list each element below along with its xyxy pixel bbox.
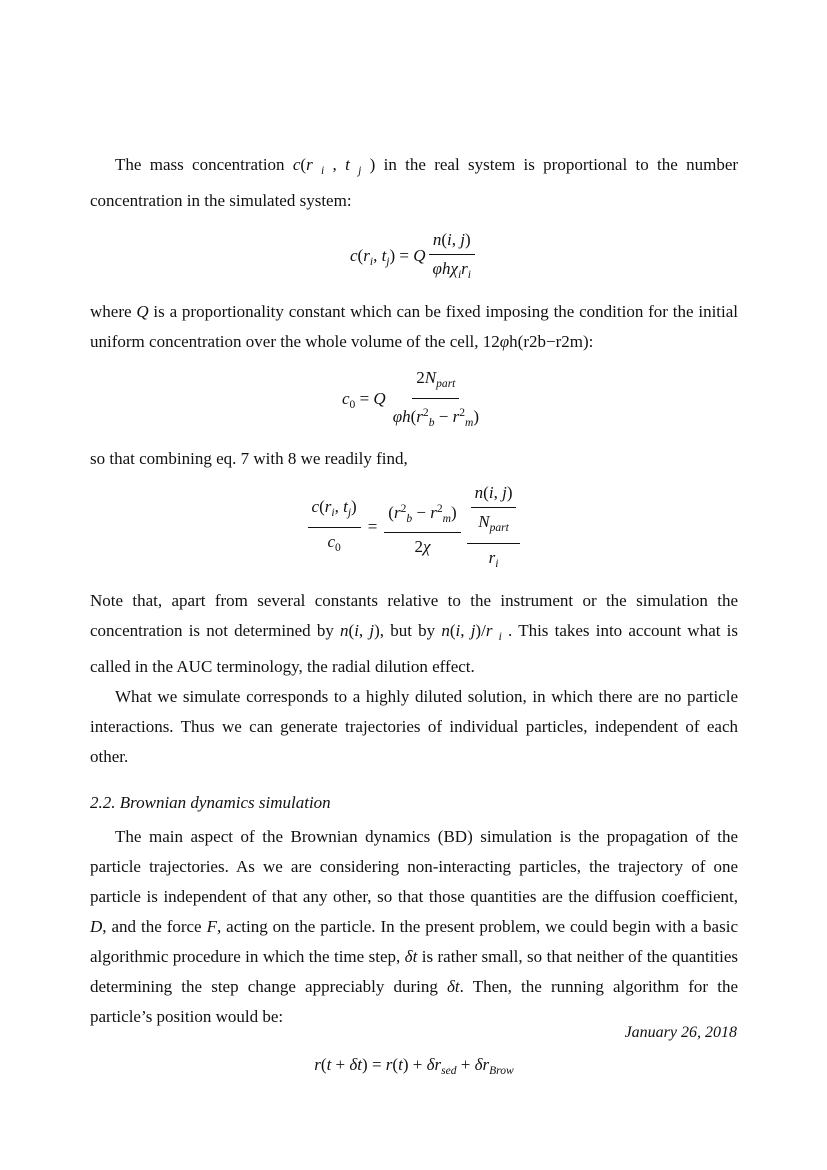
equation-position-update <box>90 1050 738 1086</box>
fraction <box>429 228 475 287</box>
fraction-denominator: $\varphi h(r^2_b - r^2_m)$ <box>392 406 479 429</box>
page-content <box>90 150 738 1086</box>
fraction-numerator: n(i, j) <box>471 481 517 508</box>
equals-sign: = <box>367 516 378 536</box>
section-heading-brownian-dynamics: 2.2. Brownian dynamics simulation <box>90 792 331 812</box>
fraction-lhs <box>308 495 361 560</box>
fraction-radii <box>384 497 460 560</box>
fraction-denominator: $N_{part}$ <box>478 511 509 534</box>
equation-lhs: $c_0 = Q$ <box>342 389 386 412</box>
footer-date: January 26, 2018 <box>624 1024 737 1041</box>
paragraph-bd-main: The main aspect of the Brownian dynamics (BD) simulation is the propagation of the particle trajectories. As we are considering non-interacting particles, the trajectory of one particle is independent of that any other, so that those quantities are the diffusion coefficient, D, and the force F, acting on the particle. In the present problem, we could begin with a basic algorithmic procedure in which the time step, δt is rather small, so that neither of the quantities determining the step change appreciably during δt. Then, the running algorithm for the particle’s position would be: <box>90 826 738 1026</box>
equation-body: $r(t + \delta t) = r(t) + \delta r_{sed} + \delta r_{Brow}$ <box>314 1054 514 1078</box>
paragraph-where-q: where Q is a proportionality constant which can be fixed imposing the condition for the initial uniform concentration over the whole volume of the cell, 12φh(r2b−r2m): <box>90 302 739 352</box>
fraction-denominator: $r_i$ <box>488 547 499 570</box>
paragraph-mass-concentration: The mass concentration c(r $_i$ , t $_j$ ) in the real system is proportional to the number concentration in the simulated system: <box>90 155 739 211</box>
fraction <box>389 366 483 435</box>
equation-c0 <box>90 366 738 435</box>
fraction-inner <box>471 481 517 540</box>
fraction-numerator: $(r^2_b - r^2_m)$ <box>384 497 460 534</box>
fraction-numerator: $2N_{part}$ <box>412 366 459 399</box>
fraction-numerator: n(i, j) <box>429 228 475 255</box>
equation-ratio <box>90 480 738 576</box>
fraction-numerator <box>467 480 521 544</box>
equation-concentration <box>90 228 738 287</box>
equation-lhs: $c(r_i$, $t_j) = Q$ <box>350 246 426 269</box>
paragraph-combining: so that combining eq. 7 with 8 we readily find, <box>90 448 408 468</box>
paragraph-simulate: What we simulate corresponds to a highly diluted solution, in which there are no particle interactions. Thus we can generate trajectories of individual particles, independent of each other. <box>90 686 738 766</box>
fraction-denominator: 2χ <box>414 537 431 557</box>
fraction-denominator: $c_0$ <box>327 532 341 555</box>
paragraph-note: Note that, apart from several constants relative to the instrument or the simulation the concentration is not determined by n(i, j), but by n(i, j)/r $_i$ . This takes into account what is called in the AUC terminology, the radial dilution effect. <box>90 590 739 676</box>
fraction-denominator: $\varphi h\chi_ir_i$ <box>432 259 471 282</box>
fraction-nested <box>467 480 521 576</box>
fraction-numerator: $c(r_i$, $t_j$) <box>308 495 361 528</box>
